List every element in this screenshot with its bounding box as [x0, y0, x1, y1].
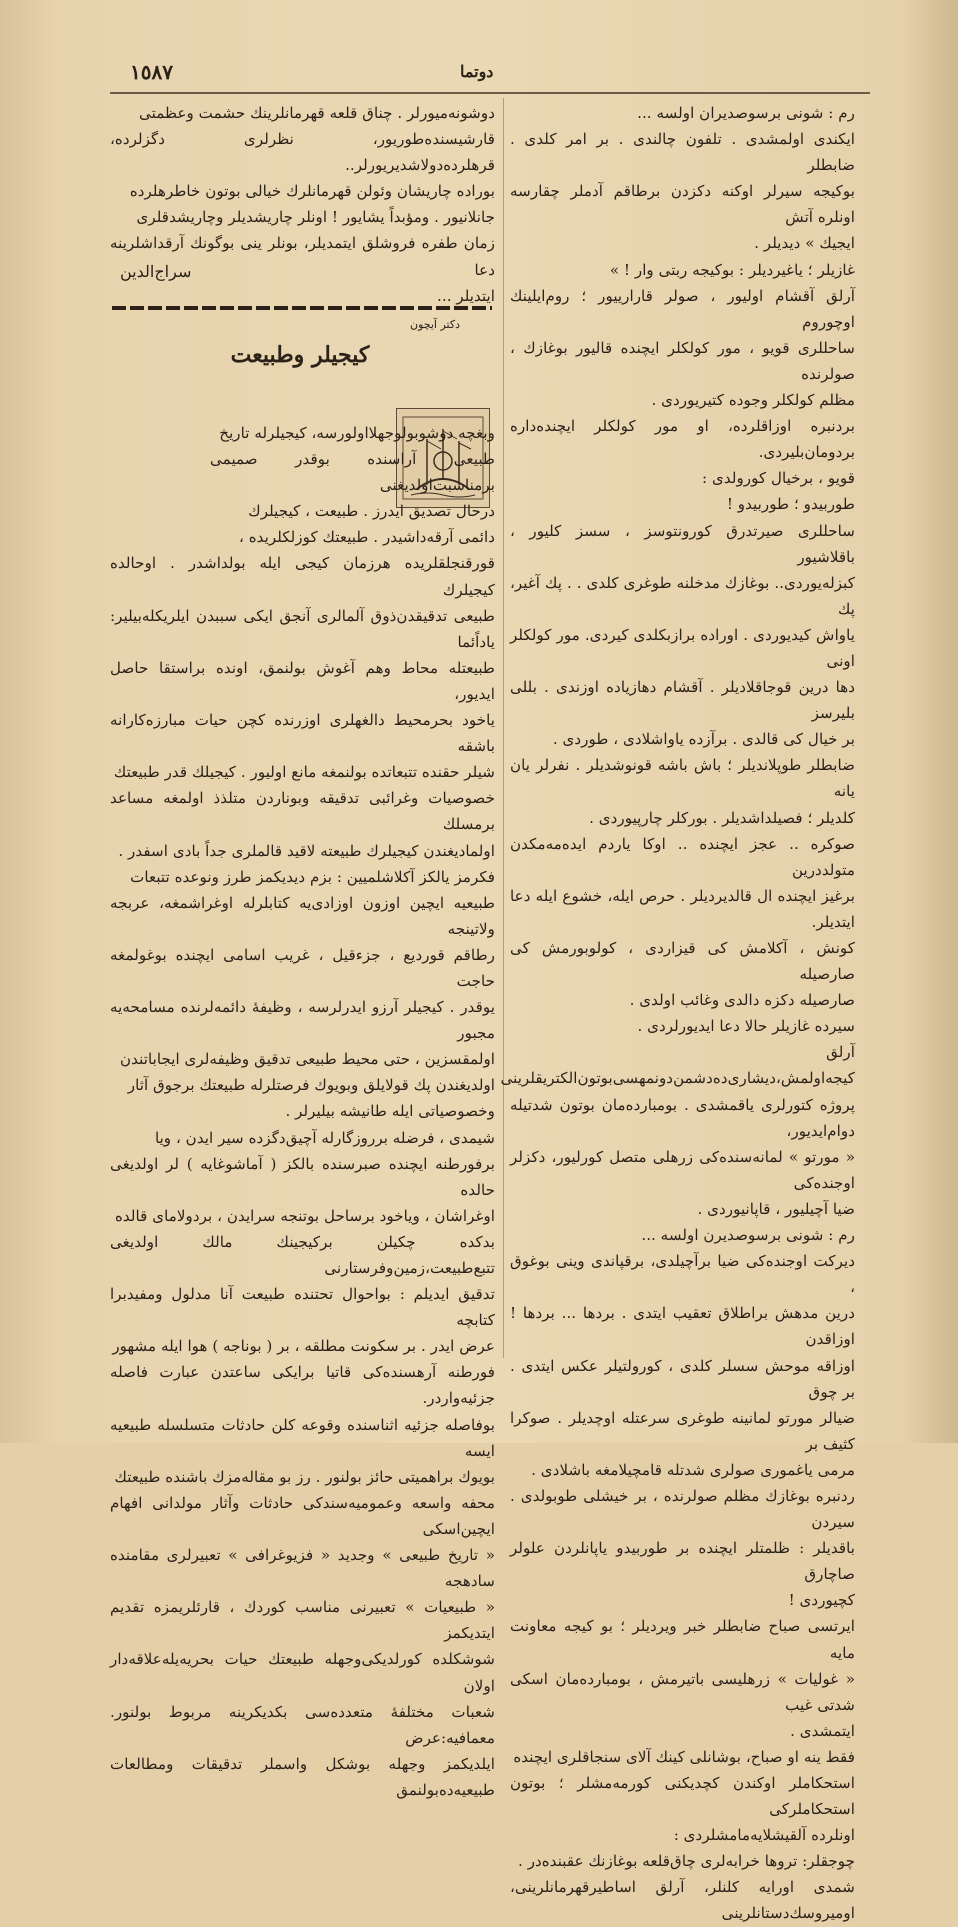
text-line: ایجیك » دیدیلر . [754, 234, 855, 253]
text-line: دیرکت اوجنده‌کی ضیا برآچیلدی، برقپاندی وینی بوغوق ، [510, 1252, 855, 1297]
text-line: جانلانیور . ومؤبداً یشایور ! اونلر چاریشدیلر وچاریشدقلری [136, 208, 495, 227]
text-line: کلدیلر ؛ فصیلداشدیلر . بورکلر چارپیوردی . [589, 808, 855, 827]
text-line: استحکاملر اوکندن کچدیکنی کورمه‌مشلر ؛ بوتون استحکاملرکی [510, 1774, 855, 1819]
text-line: اوزاقه موحش سسلر کلدی ، کورولتیلر عکس ایتدی . بر چوق [510, 1356, 855, 1401]
text-line: ساحللری صیرتدرق کورونتوسز ، سسز کلیور ، باقلاشیور [510, 521, 855, 566]
text-line: طوربیدو ؛ طوربیدو ! [726, 495, 855, 514]
text-line: ایکندی اولمشدی . تلفون چالندی . بر امر کلدی . ضابطلر [510, 130, 855, 175]
text-line: یاخود بحرمحیط دالغهلری اوزرنده کچن حیات مبارزه‌کارانه باشقه [110, 711, 495, 756]
text-line: اولدیغندن پك قولایلق وبویوك فرصتلرله طبیعتك برجوق آثار [127, 1076, 495, 1095]
text-line: پروژه کتورلری یاقمشدی . بومبارده‌مان بوتون شدتیله دوام‌ایدیور، [510, 1095, 855, 1140]
text-line: دوشونه‌میورلر . چناق قلعه قهرمانلرینك حشمت وعظمتی [138, 104, 495, 122]
text-line: برفورطنه ایچنده صبرسنده بالکز ( آماشوغایه ) لر اولدیغی حالده [110, 1154, 495, 1199]
text-line: فورطنه آرهسنده‌کی قاتیا برایکی ساعتدن عبارت فاصله جزئیه‌واردر. [110, 1363, 495, 1408]
right-column-story [500, 100, 855, 1927]
journal-name: دوتما [460, 62, 494, 81]
text-line: عرض ایدر . بر سکونت مطلقه ، بر ( بوناجه ) هوا ایله مشهور [112, 1337, 495, 1356]
page-header [100, 58, 860, 88]
text-line: بویوك براهمیتی حائز بولنور . رز بو مقاله‌مزك باشنده طبیعتك [114, 1467, 495, 1486]
text-line: طبیعی تدقیقدن‌ذوق آلمالری آنجق ایکی سببدن ایلریکله‌بیلیر: یاداًئما [110, 606, 495, 651]
text-line: صوکره .. عجز ایچنده .. اوکا یاردم ایده‌مه‌مکدن متولددرین [510, 834, 855, 879]
text-line: آرلق کیجه‌اولمش،دیشاری‌ده‌دشمن‌دونمهسی‌بوتون‌الکتریقلرینی [500, 1043, 855, 1088]
text-line: کچیوردی ! [788, 1591, 855, 1610]
text-line: شعبات مختلفهٔ متعدده‌سی بکدیکرینه مربوط بولنور. معمافیه:عرض [110, 1702, 495, 1747]
section-divider [112, 306, 492, 310]
text-line: کبزله‌یوردی.. بوغازك مدخلنه طوغری کلدی . . پك آغیر، پك [510, 573, 855, 618]
text-line: ضیا آچیلیور ، قاپانیوردی . [697, 1199, 855, 1218]
signature: سراج‌الدین [120, 262, 192, 281]
text-line: دائمی آرقه‌داشیدر . طبیعتك کوزلکلریده ، [238, 528, 495, 547]
text-line: فکرمز یالکز آکلاشلمیین : بزم دیدیکمز طرز ونوعده تتبعات [130, 867, 495, 886]
text-line: مظلم کولکلر وجوده کتیریوردی . [651, 391, 855, 410]
text-line: ردنبره بوغازك مظلم صولرنده ، بر خیشلی طوبولدی . سیردن [510, 1486, 855, 1532]
column-divider [503, 98, 504, 1358]
text-line: محفه واسعه وعمومیه‌سندکی حادثات وآثار مولدانی افهام ایچین‌اسکی [110, 1493, 495, 1538]
text-line: قویو ، برخیال کورولدی : [702, 469, 855, 488]
text-line: تدقیق ایدیلم : بواحوال تحتنده طبیعت آنا مدلول ومفیدبرا کتابچه [110, 1285, 495, 1330]
text-line: چوجقلر: تروها خرابه‌لری چاق‌قلعه بوغازنك عقبنده‌در . [518, 1852, 855, 1871]
text-line: بر خیال کی قالدی . برآزده یاواشلادی ، طوردی . [552, 730, 855, 749]
text-line: رطاقم قوردیع ، جزءقیل ، غریب اسامی ایچنده بوغولمغه حاجت [110, 945, 495, 990]
text-line: ساحللری قویو ، مور کولکلر ایچنده قالیور بوغازك ، صولرنده [510, 338, 855, 383]
text-line: شوشکلده کورلدیکی‌وجهله طبیعتك حیات بحریه‌یله‌علاقه‌دار اولان [110, 1650, 495, 1695]
text-line: ایتدیلر ... [437, 286, 495, 305]
article-body [110, 420, 495, 1803]
text-line: یوقدر . کیجیلر آرزو ایدرلرسه ، وظیفهٔ دائمه‌لرنده مسامحه‌یه مجبور [110, 998, 495, 1043]
text-line: ایلدیکمز وجهله بوشکل واسملر تدقیقات ومطالعات طبیعیه‌ده‌بولنمق [110, 1754, 495, 1799]
text-line: قارشیسنده‌طوریور، نظرلری دگزلرده، قرهلرده‌دولاشدیریورلر.. [110, 130, 495, 175]
text-line: دها درین قوجاقلادیلر . آقشام دهازیاده اوزندی . بللی بلیرسز [510, 678, 855, 723]
text-line: خصوصیات وغرائبی تدقیقه وبوناردن متلذذ اولمغه مساعد برمسلك [110, 789, 495, 834]
text-line: صارصیله دکزه دالدی وغائب اولدی . [629, 991, 855, 1010]
text-line: فقط ینه او صباح، بوشانلی کینك آلای سنجاقلری ایچنده [513, 1747, 855, 1766]
text-line: شیمدی ، فرضله برروزگارله آچیق‌دگزده سیر ایدن ، ویا [154, 1128, 495, 1147]
article-author: دکتر آیچون [410, 318, 460, 331]
article-title: کیجیلر وطبیعت [230, 342, 370, 368]
text-line: غازیلر ؛ یاغیردیلر : بوکیجه ربتی وار ! » [609, 260, 855, 279]
text-line: بردنبره اوزاقلرده، او مور کولکلر ایچنده‌داره بردومان‌بلیردی. [510, 417, 855, 462]
text-line: اوغراشان ، ویاخود برساحل بوتنجه سرایدن ، بردولامای قالده [114, 1206, 495, 1225]
text-line: ضابطلر طوپلاندیلر ؛ باش باشه قونوشدیلر . نفرلر یان یانه [510, 756, 855, 801]
text-line: ضیالر مورتو لمانینه طوغری سرعتله اوچدیلر . صوکرا کثیف بر [510, 1408, 855, 1453]
text-line: اونلرده آلقیشلایه‌مامشلردی : [673, 1826, 855, 1845]
text-line: مرمی یاغموری صولری شدتله قامچیلامغه باشلادی . [531, 1460, 855, 1479]
text-line: برغیز ایچنده ال قالدیردیلر . حرص ایله، خشوع ایله دعا ایتدیلر. [510, 886, 855, 931]
text-line: وبغچه دوشوبولوجهلااولورسه، کیجیلرله تاریخ [219, 424, 495, 442]
text-line: آرلق آقشام اولیور ، صولر قارارییور ؛ روم‌ایلینك اوچوروم [510, 286, 855, 331]
text-line: بدکده چکیلن برکیجینك مالك اولدیغی تتبع‌طبیعت،زمین‌وفرستارنی [110, 1232, 495, 1277]
text-line: اولمادیغندن کیجیلرك طبیعته لاقید قالملری جداً بادی اسفدر . [118, 841, 495, 860]
text-line: وخصوصیاتی ایله طانیشه بیلیرلر . [285, 1102, 495, 1121]
text-line: شمدی اورایه کلنلر، آرلق اساطیرقهرمانلرینی، اومیروسك‌دستانلرینی [510, 1878, 855, 1923]
text-line: « غولیات » زرهلیسی باتیرمش ، بومبارده‌مان اسکی شدتی غیب [510, 1669, 855, 1714]
text-line: بوراده چاریشان وئولن قهرمانلرك خیالی بوتون خاطرهلرده [129, 182, 495, 201]
text-line: ایرتسی صباح ضابطلر خبر ویردیلر ؛ بو کیجه معاونت مایه [510, 1617, 855, 1662]
text-line: « تاریخ طبیعی » وجدید « فزیوغرافی » تعبیرلری مقامنده سادهجه [110, 1546, 495, 1591]
text-line: طبیعی آراسنده بوقدر صمیمی برمناسبت‌اولدیغنی [210, 450, 495, 495]
text-line: شیلر حقنده تتبعاتده بولنمغه مانع اولیور . کیجیلك قدر طبیعتك [113, 763, 495, 782]
text-line: باقدیلر : ظلمتلر ایچنده بر طوربیدو یاپانلردن علولر صاچارق [510, 1539, 855, 1584]
text-line: « طبیعیات » تعبیرنی مناسب کوردك ، قارئلریمزه تقدیم ایتدیکمز [110, 1598, 495, 1643]
text-line: بوفاصله جزئیه اثناسنده وقوعه کلن حادثات متسلسله طبیعیه ایسه [110, 1415, 495, 1460]
header-rule [110, 92, 870, 94]
text-line: بوکیجه سیرلر اوکنه دکزدن برطاقم آدملر چقارسه اونلره آتش [510, 182, 855, 227]
text-line: سیرده غازیلر حالا دعا ایدیورلردی . [637, 1017, 855, 1036]
text-line: طبیعتله محاط وهم آغوش بولنمق، اونده براستقا حاصل ایدیور، [110, 658, 495, 703]
text-line: زمان طفره فروشلق ایتمدیلر، بونلر ینی بوگونك آرقداشلرینه دعا [110, 234, 495, 279]
text-line: « مورتو » لمانه‌سنده‌کی زرهلی متصل کورلیور، دکزلر اوجنده‌کی [510, 1147, 855, 1192]
text-line: اولمقسزین ، حتی محیط طبیعی تدقیق وظیفه‌لری ایجاباتندن [120, 1050, 495, 1069]
text-line: طبیعیه ایچین اوزون اوزادی‌یه کتابلرله اوغراشمغه، عربجه ولاتینجه [110, 893, 495, 938]
text-line: درحال تصدیق ایدرز . طبیعت ، کیجیلرك [248, 502, 495, 521]
text-line: قورقنجلقلریده هرزمان کیجی ایله بولداشدر . اوحالده کیجیلرك [110, 554, 495, 599]
page-number: ١٥٨٧ [130, 60, 173, 84]
text-line: درین مدهش براطلاق تعقیب ایتدی . بردها ... بردها ! اوزاقدن [510, 1304, 855, 1349]
text-line: رم : شونی برسوصدیرن اولسه ... [641, 1226, 855, 1245]
text-line: کونش ، آکلامش کی قیزاردی ، کولوبورمش کی صارصیله [510, 939, 855, 984]
text-line: ایتمشدی . [790, 1721, 855, 1740]
text-line: رم : شونی برسوصدیران اولسه ... [637, 104, 855, 122]
text-line: یاواش کیدیوردی . اوراده برازبکلدی کیردی. مور کولکلر اونی [510, 625, 855, 670]
